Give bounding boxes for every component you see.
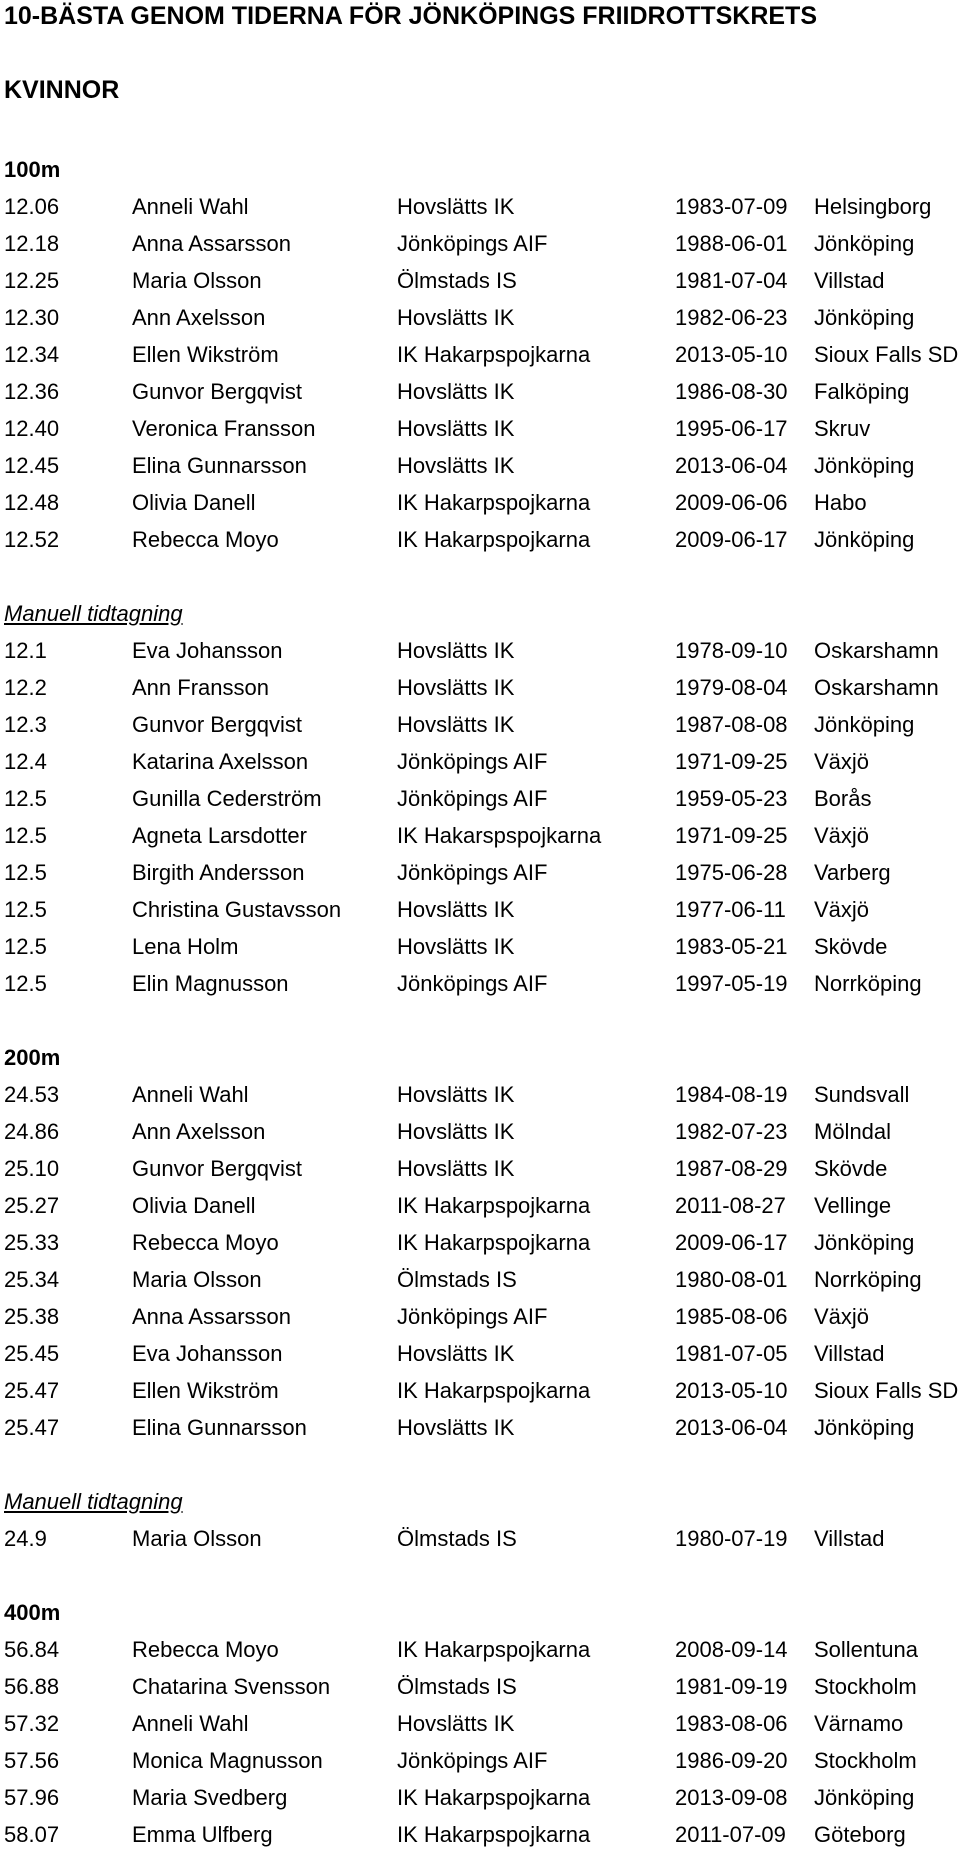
result-row [4, 521, 956, 558]
athlete-name: Katarina Axelsson [132, 749, 309, 774]
result-row [4, 1816, 956, 1853]
result-date: 1981-09-19 [675, 1674, 788, 1699]
club-name: Hovslätts IK [397, 1082, 515, 1107]
result-cell: 12.5 [4, 823, 47, 848]
result-cell: 25.47 [4, 1378, 60, 1403]
venue: Skövde [814, 934, 888, 959]
result-cell: 12.3 [4, 712, 47, 737]
result-row [4, 928, 956, 965]
result-cell: 25.33 [4, 1230, 60, 1255]
result-date: 1982-07-23 [675, 1119, 788, 1144]
athlete-name: Monica Magnusson [132, 1748, 323, 1773]
result-row [4, 262, 956, 299]
result-date: 1985-08-06 [675, 1304, 788, 1329]
result-cell: 57.32 [4, 1711, 60, 1736]
athlete-name: Maria Olsson [132, 1267, 262, 1292]
result-row [4, 1224, 956, 1261]
venue: Villstad [814, 1526, 885, 1551]
result-row [4, 1261, 956, 1298]
venue: Oskarshamn [814, 638, 939, 663]
club-name: Hovslätts IK [397, 1341, 515, 1366]
club-name: Jönköpings AIF [397, 971, 548, 996]
result-cell: 12.5 [4, 860, 47, 885]
result-cell: 12.45 [4, 453, 60, 478]
result-row [4, 410, 956, 447]
athlete-name: Gunilla Cederström [132, 786, 322, 811]
result-cell: 57.56 [4, 1748, 60, 1773]
venue: Värnamo [814, 1711, 904, 1736]
athlete-name: Veronica Fransson [132, 416, 316, 441]
athlete-name: Rebecca Moyo [132, 1637, 279, 1662]
venue: Skruv [814, 416, 871, 441]
venue: Sundsvall [814, 1082, 910, 1107]
athlete-name: Eva Johansson [132, 1341, 283, 1366]
result-row [4, 632, 956, 669]
result-date: 1971-09-25 [675, 749, 788, 774]
club-name: IK Hakarpspojkarna [397, 342, 591, 367]
venue: Jönköping [814, 1785, 915, 1810]
result-cell: 24.53 [4, 1082, 60, 1107]
result-cell: 12.48 [4, 490, 60, 515]
venue: Skövde [814, 1156, 888, 1181]
athlete-name: Anneli Wahl [132, 1711, 249, 1736]
result-cell: 12.52 [4, 527, 60, 552]
club-name: IK Hakarpspojkarna [397, 1785, 591, 1810]
club-name: Hovslätts IK [397, 1711, 515, 1736]
event-title: 100m [4, 157, 61, 182]
venue: Villstad [814, 1341, 885, 1366]
venue: Borås [814, 786, 872, 811]
venue: Vellinge [814, 1193, 892, 1218]
result-row [4, 669, 956, 706]
club-name: Jönköpings AIF [397, 1748, 548, 1773]
result-date: 2011-07-09 [675, 1822, 786, 1847]
result-cell: 12.30 [4, 305, 60, 330]
athlete-name: Maria Olsson [132, 268, 262, 293]
venue: Mölndal [814, 1119, 892, 1144]
athlete-name: Anna Assarsson [132, 1304, 291, 1329]
club-name: Hovslätts IK [397, 1119, 515, 1144]
result-date: 2008-09-14 [675, 1637, 788, 1662]
result-cell: 56.88 [4, 1674, 60, 1699]
venue: Växjö [814, 1304, 870, 1329]
athlete-name: Olivia Danell [132, 490, 256, 515]
club-name: Hovslätts IK [397, 712, 515, 737]
club-name: IK Hakarpspojkarna [397, 490, 591, 515]
result-row [4, 854, 956, 891]
result-date: 1984-08-19 [675, 1082, 788, 1107]
result-row [4, 1742, 956, 1779]
club-name: IK Hakarpspojkarna [397, 527, 591, 552]
venue: Helsingborg [814, 194, 932, 219]
result-row [4, 817, 956, 854]
result-row [4, 188, 956, 225]
result-date: 1983-05-21 [675, 934, 788, 959]
result-row [4, 706, 956, 743]
result-date: 1971-09-25 [675, 823, 788, 848]
club-name: Jönköpings AIF [397, 860, 548, 885]
venue: Villstad [814, 268, 885, 293]
venue: Varberg [814, 860, 891, 885]
venue: Jönköping [814, 1230, 915, 1255]
category-title: KVINNOR [4, 76, 120, 104]
club-name: Hovslätts IK [397, 1156, 515, 1181]
result-date: 1981-07-05 [675, 1341, 788, 1366]
result-date: 1983-08-06 [675, 1711, 788, 1736]
venue: Sioux Falls SD [814, 1378, 959, 1403]
venue: Växjö [814, 897, 870, 922]
athlete-name: Anneli Wahl [132, 1082, 249, 1107]
result-row [4, 891, 956, 928]
club-name: IK Hakarpspojkarna [397, 1193, 591, 1218]
venue: Habo [814, 490, 867, 515]
result-row [4, 1705, 956, 1742]
venue: Stockholm [814, 1674, 917, 1699]
venue: Jönköping [814, 305, 915, 330]
section-100m [4, 152, 959, 1002]
venue: Jönköping [814, 1415, 915, 1440]
result-date: 1980-08-01 [675, 1267, 788, 1292]
result-date: 2013-05-10 [675, 342, 788, 367]
result-cell: 25.38 [4, 1304, 60, 1329]
athlete-name: Gunvor Bergqvist [132, 712, 302, 737]
result-cell: 12.34 [4, 342, 60, 367]
manual-timing-label: Manuell tidtagning [4, 1489, 183, 1514]
result-row [4, 1668, 956, 1705]
venue: Göteborg [814, 1822, 906, 1847]
result-row [4, 373, 956, 410]
result-date: 2011-08-27 [675, 1193, 786, 1218]
club-name: Hovslätts IK [397, 453, 515, 478]
result-row [4, 1187, 956, 1224]
result-date: 1997-05-19 [675, 971, 788, 996]
club-name: Hovslätts IK [397, 1415, 515, 1440]
result-date: 2013-05-10 [675, 1378, 788, 1403]
result-date: 1975-06-28 [675, 860, 788, 885]
manual-timing-label: Manuell tidtagning [4, 601, 183, 626]
athlete-name: Christina Gustavsson [132, 897, 342, 922]
result-date: 1979-08-04 [675, 675, 788, 700]
athlete-name: Eva Johansson [132, 638, 283, 663]
club-name: Hovslätts IK [397, 934, 515, 959]
club-name: Jönköpings AIF [397, 231, 548, 256]
result-row [4, 447, 956, 484]
result-date: 1980-07-19 [675, 1526, 788, 1551]
result-row [4, 1298, 956, 1335]
result-row [4, 743, 956, 780]
result-cell: 12.5 [4, 786, 47, 811]
result-row [4, 336, 959, 373]
venue: Växjö [814, 749, 870, 774]
athlete-name: Emma Ulfberg [132, 1822, 273, 1847]
athlete-name: Elina Gunnarsson [132, 453, 307, 478]
athlete-name: Ellen Wikström [132, 342, 279, 367]
athlete-name: Olivia Danell [132, 1193, 256, 1218]
club-name: Hovslätts IK [397, 194, 515, 219]
result-row [4, 1113, 956, 1150]
result-row [4, 484, 956, 521]
venue: Jönköping [814, 453, 915, 478]
athlete-name: Chatarina Svensson [132, 1674, 331, 1699]
result-date: 1959-05-23 [675, 786, 788, 811]
result-cell: 12.2 [4, 675, 47, 700]
athlete-name: Rebecca Moyo [132, 527, 279, 552]
result-cell: 24.86 [4, 1119, 60, 1144]
athlete-name: Ann Axelsson [132, 305, 266, 330]
result-date: 1986-08-30 [675, 379, 788, 404]
result-date: 2009-06-17 [675, 1230, 788, 1255]
event-title: 400m [4, 1600, 61, 1625]
athlete-name: Anneli Wahl [132, 194, 249, 219]
athlete-name: Agneta Larsdotter [132, 823, 307, 848]
venue: Jönköping [814, 231, 915, 256]
athlete-name: Birgith Andersson [132, 860, 305, 885]
venue: Norrköping [814, 971, 922, 996]
document-title: 10-BÄSTA GENOM TIDERNA FÖR JÖNKÖPINGS FRIIDROTTSKRETS [4, 2, 818, 30]
athlete-name: Ellen Wikström [132, 1378, 279, 1403]
venue: Växjö [814, 823, 870, 848]
result-date: 2013-09-08 [675, 1785, 788, 1810]
club-name: Jönköpings AIF [397, 1304, 548, 1329]
result-cell: 24.9 [4, 1526, 47, 1551]
club-name: IK Hakarspspojkarna [397, 823, 602, 848]
result-cell: 12.1 [4, 638, 47, 663]
club-name: Hovslätts IK [397, 416, 515, 441]
venue: Norrköping [814, 1267, 922, 1292]
athlete-name: Maria Svedberg [132, 1785, 288, 1810]
result-date: 1987-08-08 [675, 712, 788, 737]
athlete-name: Ann Fransson [132, 675, 269, 700]
result-row [4, 1409, 956, 1446]
result-row [4, 1779, 956, 1816]
result-cell: 12.5 [4, 897, 47, 922]
result-date: 2013-06-04 [675, 453, 788, 478]
athlete-name: Maria Olsson [132, 1526, 262, 1551]
result-date: 1982-06-23 [675, 305, 788, 330]
result-cell: 57.96 [4, 1785, 60, 1810]
venue: Sollentuna [814, 1637, 918, 1662]
event-title: 200m [4, 1045, 61, 1070]
club-name: Ölmstads IS [397, 1674, 517, 1699]
result-cell: 12.5 [4, 971, 47, 996]
result-cell: 12.4 [4, 749, 47, 774]
result-cell: 25.47 [4, 1415, 60, 1440]
result-cell: 25.45 [4, 1341, 60, 1366]
result-cell: 25.27 [4, 1193, 60, 1218]
athlete-name: Lena Holm [132, 934, 239, 959]
result-cell: 12.40 [4, 416, 60, 441]
athlete-name: Elina Gunnarsson [132, 1415, 307, 1440]
result-cell: 12.18 [4, 231, 60, 256]
result-cell: 58.07 [4, 1822, 60, 1847]
athlete-name: Ann Axelsson [132, 1119, 266, 1144]
result-row [4, 225, 956, 262]
venue: Jönköping [814, 527, 915, 552]
result-cell: 25.10 [4, 1156, 60, 1181]
result-row [4, 1520, 956, 1557]
club-name: Hovslätts IK [397, 675, 515, 700]
venue: Jönköping [814, 712, 915, 737]
club-name: Hovslätts IK [397, 305, 515, 330]
result-date: 1978-09-10 [675, 638, 788, 663]
result-row [4, 1076, 956, 1113]
result-row [4, 1150, 956, 1187]
club-name: Jönköpings AIF [397, 786, 548, 811]
result-row [4, 1372, 959, 1409]
venue: Sioux Falls SD [814, 342, 959, 367]
result-row [4, 299, 956, 336]
club-name: Ölmstads IS [397, 1267, 517, 1292]
result-date: 2013-06-04 [675, 1415, 788, 1440]
section-200m [4, 1040, 959, 1557]
athlete-name: Anna Assarsson [132, 231, 291, 256]
athlete-name: Gunvor Bergqvist [132, 1156, 302, 1181]
club-name: IK Hakarpspojkarna [397, 1637, 591, 1662]
result-date: 2009-06-06 [675, 490, 788, 515]
result-date: 1983-07-09 [675, 194, 788, 219]
result-cell: 12.5 [4, 934, 47, 959]
result-date: 1986-09-20 [675, 1748, 788, 1773]
result-cell: 12.36 [4, 379, 60, 404]
athlete-name: Rebecca Moyo [132, 1230, 279, 1255]
result-date: 1981-07-04 [675, 268, 788, 293]
result-date: 1987-08-29 [675, 1156, 788, 1181]
result-row [4, 1335, 956, 1372]
result-row [4, 965, 956, 1002]
result-date: 1977-06-11 [675, 897, 786, 922]
club-name: Hovslätts IK [397, 897, 515, 922]
club-name: Hovslätts IK [397, 638, 515, 663]
venue: Stockholm [814, 1748, 917, 1773]
result-cell: 12.25 [4, 268, 60, 293]
club-name: IK Hakarpspojkarna [397, 1822, 591, 1847]
result-cell: 25.34 [4, 1267, 60, 1292]
result-cell: 56.84 [4, 1637, 60, 1662]
club-name: IK Hakarpspojkarna [397, 1378, 591, 1403]
venue: Oskarshamn [814, 675, 939, 700]
result-date: 1988-06-01 [675, 231, 788, 256]
club-name: Jönköpings AIF [397, 749, 548, 774]
result-date: 2009-06-17 [675, 527, 788, 552]
result-cell: 12.06 [4, 194, 60, 219]
club-name: Hovslätts IK [397, 379, 515, 404]
club-name: Ölmstads IS [397, 268, 517, 293]
athlete-name: Elin Magnusson [132, 971, 289, 996]
athlete-name: Gunvor Bergqvist [132, 379, 302, 404]
result-date: 1995-06-17 [675, 416, 788, 441]
section-400m [4, 1595, 956, 1853]
result-row [4, 780, 956, 817]
result-row [4, 1631, 956, 1668]
club-name: Ölmstads IS [397, 1526, 517, 1551]
venue: Falköping [814, 379, 910, 404]
club-name: IK Hakarpspojkarna [397, 1230, 591, 1255]
